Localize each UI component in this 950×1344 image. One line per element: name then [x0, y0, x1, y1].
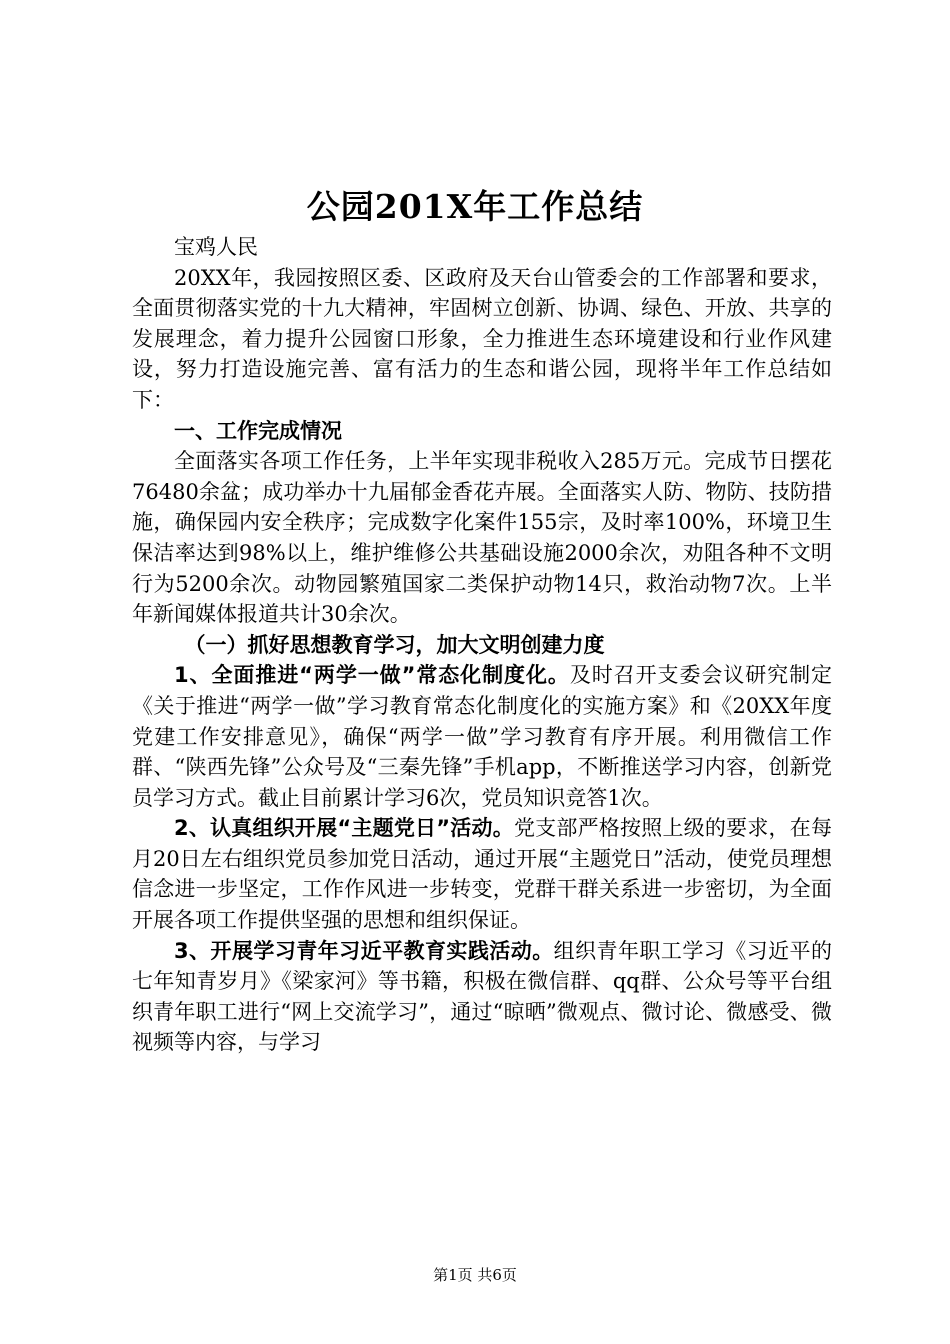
page-number: 第1页 共6页 [433, 1266, 517, 1284]
intro-paragraph: 20XX年，我园按照区委、区政府及天台山管委会的工作部署和要求，全面贯彻落实党的十九大精神，牢固树立创新、协调、绿色、开放、共享的发展理念，着力提升公园窗口形象，全力推进生态环境建设和行业作风建设，努力打造设施完善、富有活力的生态和谐公园，现将半年工作总结如下： [132, 265, 832, 412]
item-lead-2: 2、认真组织开展“主题党日”活动。 [174, 816, 514, 841]
item-lead-1: 1、全面推进“两学一做”常态化制度化。 [174, 663, 570, 688]
document-title: 公园201X年工作总结 [306, 187, 644, 226]
item-text-1: 及时召开支委会议研究制定《关于推进“两学一做”学习教育常态化制度化的实施方案》和《20XX年度党建工作安排意见》，确保“两学一做”学习教育有序开展。利用微信工作群、“陕西先锋”公众号及“三秦先锋”手机app，不断推送学习内容，创新党员学习方式。截止目前累计学习6次，党员知识竞答1次。 [132, 663, 832, 810]
subsection-heading: （一）抓好思想教育学习，加大文明创建力度 [184, 632, 605, 657]
item-paragraph-2 [132, 813, 832, 935]
item-text-2: 党支部严格按照上级的要求，在每月20日左右组织党员参加党日活动，通过开展“主题党日”活动，使党员理想信念进一步坚定，工作作风进一步转变，党群干群关系进一步密切，为全面开展各项工作提供坚强的思想和组织保证。 [132, 816, 832, 933]
item-text-3: 组织青年职工学习《习近平的七年知青岁月》《梁家河》等书籍，积极在微信群、qq群、公众号等平台组织青年职工进行“网上交流学习”，通过“晾晒”微观点、微讨论、微感受、微视频等内容，与学习 [132, 938, 832, 1055]
author-line: 宝鸡人民 [174, 235, 258, 259]
section-heading: 一、工作完成情况 [174, 418, 342, 443]
item-paragraph-3 [132, 936, 832, 1058]
section-paragraph: 全面落实各项工作任务，上半年实现非税收入285万元。完成节日摆花76480余盆；成功举办十九届郁金香花卉展。全面落实人防、物防、技防措施，确保园内安全秩序；完成数字化案件155宗，及时率100%，环境卫生保洁率达到98%以上，维护维修公共基础设施2000余次，劝阻各种不文明行为5200余次。动物园繁殖国家二类保护动物14只，救治动物7次。上半年新闻媒体报道共计30余次。 [132, 449, 832, 627]
item-paragraph-1 [132, 660, 832, 813]
item-lead-3: 3、开展学习青年习近平教育实践活动。 [174, 938, 554, 963]
document-body [132, 232, 832, 1058]
